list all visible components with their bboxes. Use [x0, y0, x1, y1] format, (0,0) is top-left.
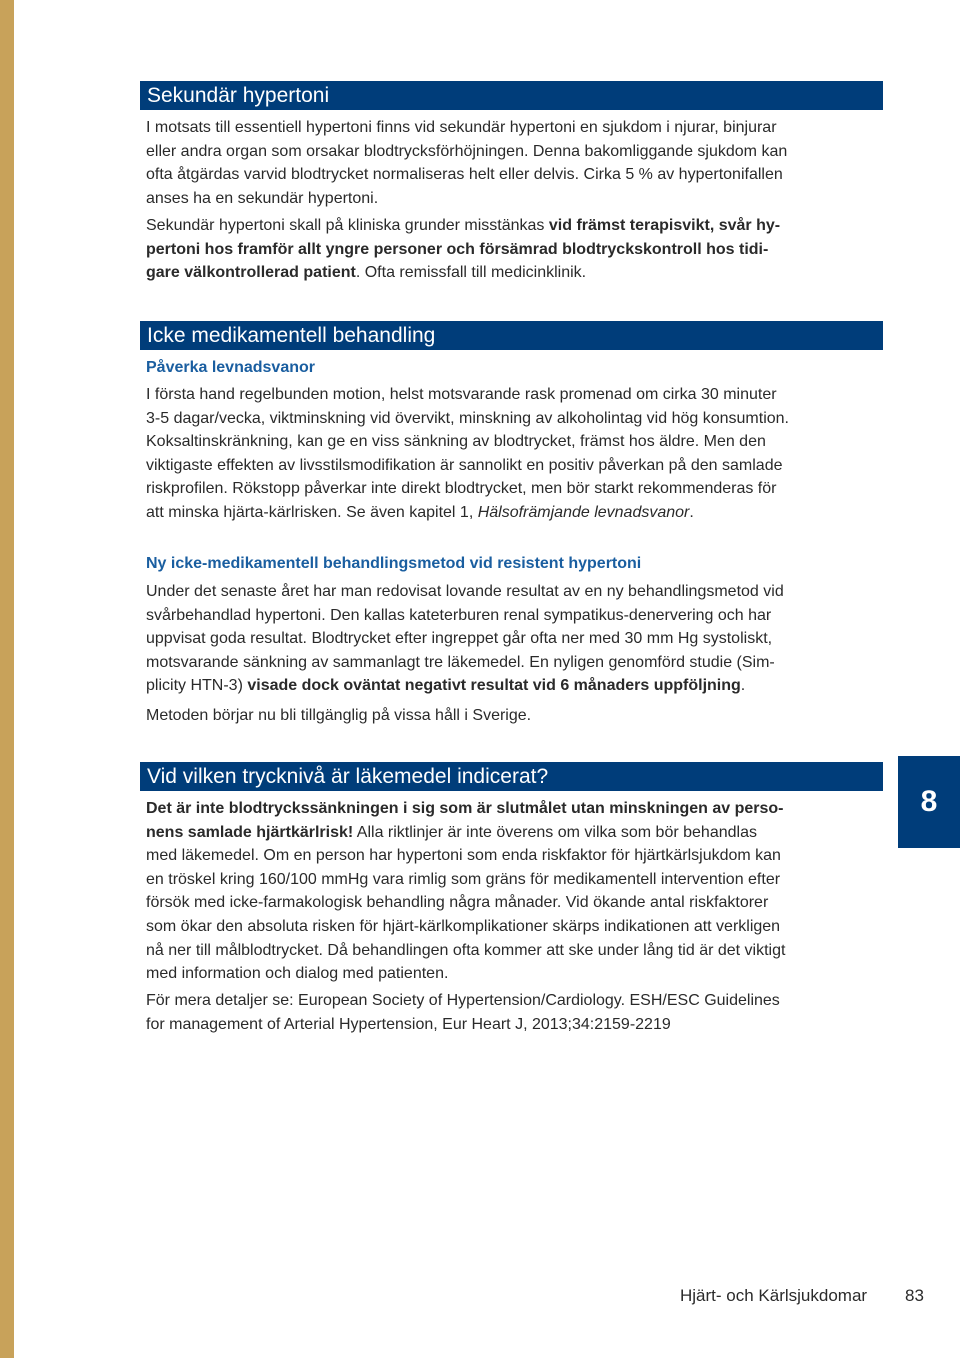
text-line: 3-5 dagar/vecka, viktminskning vid övervikt, minskning av alkoholintag vid hög konsumtion. [146, 409, 789, 427]
section-heading-sekundar-hypertoni: Sekundär hypertoni [140, 81, 883, 110]
text-line: I motsats till essentiell hypertoni finns vid sekundär hypertoni en sjukdom i njurar, binjurar [146, 119, 777, 136]
text-line: För mera detaljer se: European Society of Hypertension/Cardiology. ESH/ESC Guidelines [146, 992, 780, 1009]
section2-paragraph-3 [146, 704, 883, 728]
section-heading-icke-medikamentell: Icke medikamentell behandling [140, 321, 883, 350]
text-line: viktigaste effekten av livsstilsmodifikation är sannolikt en positiv påverkan på den samlade [146, 456, 783, 474]
text-line: Koksaltinskränkning, kan ge en viss sänkning av blodtrycket, främst hos äldre. Men den [146, 433, 766, 451]
text-line: ofta åtgärdas varvid blodtrycket normaliseras helt eller delvis. Cirka 5 % av hypertonifallen [146, 166, 783, 184]
text-run: . Ofta remissfall till medicinklinik. [355, 264, 587, 282]
text-line: Metoden börjar nu bli tillgänglig på vissa håll i Sverige. [146, 707, 532, 724]
chapter-number-tab: 8 [898, 756, 960, 848]
italic-text-run: Hälsofrämjande levnadsvanor [477, 503, 690, 521]
text-run: Sekundär hypertoni skall på kliniska grunder misstänkas [146, 217, 549, 234]
text-run: . [740, 677, 746, 695]
subheading-ny-behandlingsmetod: Ny icke-medikamentell behandlingsmetod vid resistent hypertoni [146, 555, 642, 572]
text-line: motsvarande sänkning av sammanlagt tre läkemedel. En nyligen genomförd studie (Sim- [146, 653, 775, 671]
text-line: riskprofilen. Rökstopp påverkar inte direkt blodtrycket, men bör starkt rekommenderas för [146, 480, 777, 498]
text-line: for management of Arterial Hypertension, Eur Heart J, 2013;34:2159-2219 [146, 1015, 671, 1033]
text-line [146, 261, 883, 285]
section3-reference [146, 989, 883, 1036]
margin-color-bar [0, 0, 14, 1358]
section1-paragraph-1 [146, 116, 883, 210]
text-line [146, 214, 883, 238]
text-line [146, 797, 883, 821]
section3-paragraph-1 [146, 797, 883, 986]
text-line: uppvisat goda resultat. Blodtrycket efter ingreppet går ofta ner med 30 mm Hg systoliskt, [146, 630, 773, 648]
section-heading-trycknivaa: Vid vilken trycknivå är läkemedel indicerat? [140, 762, 883, 791]
text-line: försök med icke-farmakologisk behandling några månader. Vid ökande antal riskfaktorer [146, 894, 769, 912]
text-line: eller andra organ som orsakar blodtrycksförhöjningen. Denna bakomliggande sjukdom kan [146, 142, 788, 160]
text-line: I första hand regelbunden motion, helst motsvarande rask promenad om cirka 30 minuter [146, 386, 777, 403]
text-run: . [689, 503, 694, 521]
text-line [146, 501, 883, 525]
subheading-paverka-levnadsvanor: Påverka levnadsvanor [146, 359, 315, 376]
text-run: plicity HTN-3) [146, 677, 248, 695]
text-line: nå ner till målblodtrycket. Då behandlingen ofta kommer att ske under lång tid är det viktigt [146, 941, 786, 959]
bold-text-run: visade dock oväntat negativt resultat vid 6 månaders uppföljning [247, 677, 741, 695]
bold-text-run: Det är inte blodtryckssänkningen i sig som är slutmålet utan minskningen av perso- [146, 800, 784, 817]
text-run: Alla riktlinjer är inte överens om vilka som bör behandlas [353, 823, 757, 841]
text-run: att minska hjärta-kärlrisken. Se även kapitel 1, [146, 503, 478, 521]
bold-text-run: nens samlade hjärtkärlrisk! [146, 823, 354, 841]
bold-text-run: vid främst terapisvikt, svår hy- [548, 217, 781, 234]
section1-paragraph-2 [146, 214, 883, 285]
footer-book-title: Hjärt- och Kärlsjukdomar [680, 1286, 868, 1305]
text-line: Under det senaste året har man redovisat lovande resultat av en ny behandlingsmetod vid [146, 583, 784, 600]
page-number: 83 [905, 1286, 924, 1305]
text-line: som ökar den absoluta risken för hjärt-kärlkomplikationer skärps indikationen att verkligen [146, 917, 781, 935]
text-line: med läkemedel. Om en person har hypertoni som enda riskfaktor för hjärtkärlsjukdom kan [146, 847, 781, 865]
text-line: med information och dialog med patienten. [146, 965, 449, 983]
text-line [146, 821, 883, 845]
text-line: anses ha en sekundär hypertoni. [146, 189, 379, 207]
text-line: en tröskel kring 160/100 mmHg vara rimlig som gräns för medikamentell intervention efter [146, 870, 781, 888]
text-line: svårbehandlad hypertoni. Den kallas kateterburen renal sympatikus-denervering och har [146, 606, 772, 624]
bold-text-run: gare välkontrollerad patient [146, 264, 356, 282]
bold-text-run: pertoni hos framför allt yngre personer och försämrad blodtryckskontroll hos tidi- [146, 240, 769, 258]
text-line [146, 674, 883, 698]
section2-paragraph-1 [146, 383, 883, 525]
text-line [146, 238, 883, 262]
section2-paragraph-2 [146, 580, 883, 698]
